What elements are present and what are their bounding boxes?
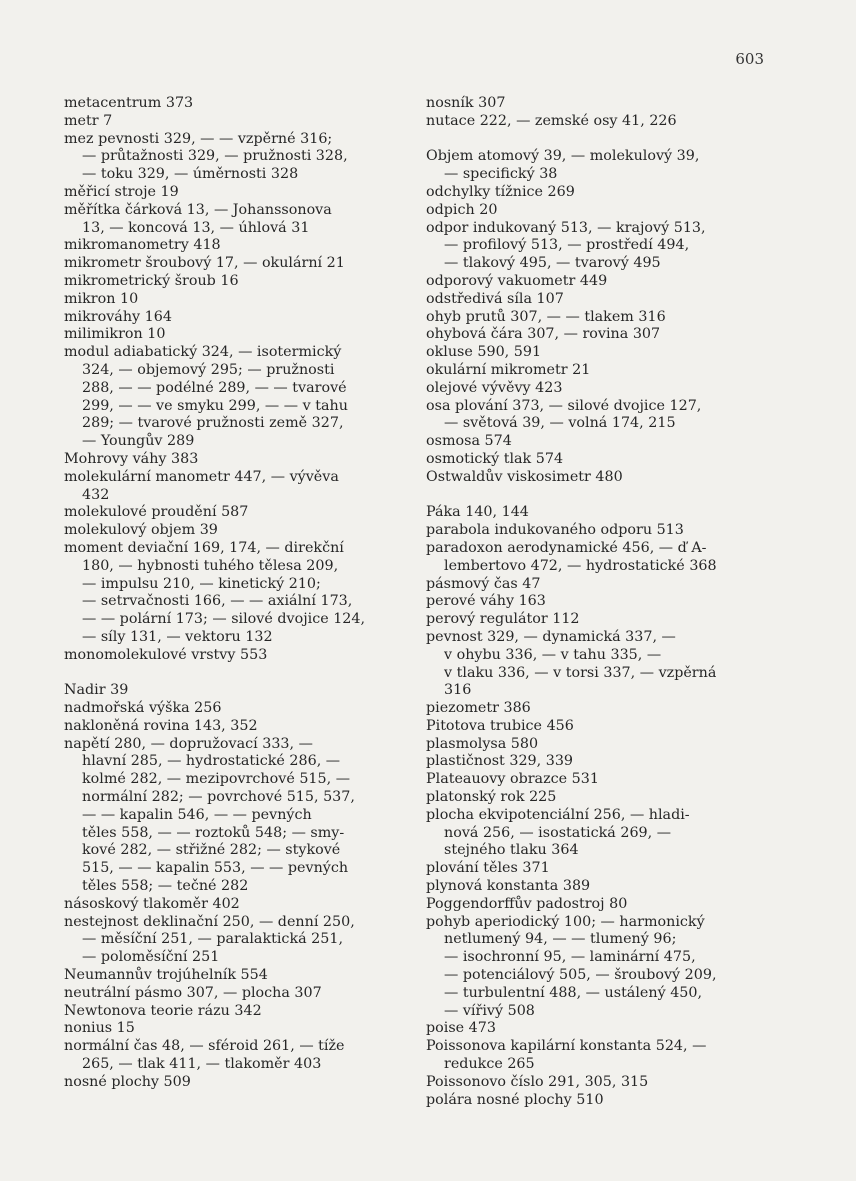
index-entry: [426, 469, 771, 487]
index-entry: [64, 95, 410, 113]
index-entry: [426, 380, 771, 398]
index-entry-headword-line: nakloněná rovina 143, 352: [64, 717, 258, 734]
index-entry: [426, 362, 771, 380]
index-entry: [426, 540, 771, 576]
index-entry: [426, 771, 771, 789]
index-entry-headword-line: okluse 590, 591: [426, 344, 542, 361]
index-entry-headword-line: ohyb prutů 307, — — tlakem 316: [426, 308, 666, 325]
index-entry-continuation-line: 432: [82, 486, 110, 503]
index-entry-headword-line: platonský rok 225: [426, 789, 557, 806]
index-entry-headword-line: nosník 307: [426, 95, 506, 111]
index-entry: [64, 184, 410, 202]
index-entry-headword-line: odpich 20: [426, 201, 498, 218]
index-entry-continuation-line: kolmé 282, — mezipovrchové 515, —: [82, 771, 350, 788]
index-entry-continuation-line: — potenciálový 505, — šroubový 209,: [444, 967, 717, 984]
index-entry: [426, 184, 771, 202]
index-entry: [64, 1038, 410, 1074]
index-entry-headword-line: napětí 280, — dopružovací 333, —: [64, 735, 313, 752]
index-entry: [426, 273, 771, 291]
index-entry-headword-line: perový regulátor 112: [426, 611, 580, 628]
index-entry-continuation-line: — setrvačnosti 166, — — axiální 173,: [82, 593, 353, 610]
index-entry-continuation-line: 324, — objemový 295; — pružnosti: [82, 361, 335, 378]
index-entry-headword-line: měřítka čárková 13, — Johanssonova: [64, 201, 332, 218]
index-entry-continuation-line: — světová 39, — volná 174, 215: [444, 415, 676, 432]
index-entry: [426, 433, 771, 451]
index-entry-continuation-line: těles 558; — tečné 282: [82, 878, 249, 895]
index-entry-headword-line: moment deviační 169, 174, — direkční: [64, 539, 344, 556]
index-entry-headword-line: milimikron 10: [64, 326, 166, 343]
index-entry-headword-line: odstředivá síla 107: [426, 290, 564, 307]
index-entry-headword-line: Mohrovy váhy 383: [64, 450, 199, 467]
index-entry-headword-line: plasmolysa 580: [426, 735, 539, 752]
section-gap: [64, 665, 410, 683]
index-entry-continuation-line: — síly 131, — vektoru 132: [82, 628, 273, 645]
index-entry: [64, 202, 410, 238]
index-entry: [426, 807, 771, 860]
index-entry-headword-line: Poissonovo číslo 291, 305, 315: [426, 1073, 649, 1090]
index-entry-continuation-line: — Youngův 289: [82, 433, 195, 450]
index-entry-headword-line: Newtonova teorie rázu 342: [64, 1002, 262, 1019]
index-entry: [64, 1020, 410, 1038]
index-entry: [64, 985, 410, 1003]
index-entry-headword-line: osmosa 574: [426, 433, 512, 450]
index-entry: [426, 344, 771, 362]
index-entry-headword-line: měřicí stroje 19: [64, 183, 179, 200]
index-entry: [64, 131, 410, 184]
index-entry-headword-line: poise 473: [426, 1020, 496, 1037]
index-entry-headword-line: plocha ekvipotenciální 256, — hladi-: [426, 806, 690, 823]
index-entry-continuation-line: — průtažnosti 329, — pružnosti 328,: [82, 148, 348, 165]
index-entry: [426, 95, 771, 113]
index-entry: [64, 1074, 410, 1092]
index-entry: [64, 113, 410, 131]
index-entry: [64, 1003, 410, 1021]
index-entry-continuation-line: — poloměsíční 251: [82, 949, 220, 966]
index-entry-headword-line: nosné plochy 509: [64, 1073, 191, 1090]
index-entry-continuation-line: hlavní 285, — hydrostatické 286, —: [82, 753, 341, 770]
index-entry-headword-line: mikron 10: [64, 290, 139, 307]
index-entry: [426, 451, 771, 469]
index-entry: [64, 273, 410, 291]
index-entry-headword-line: molekulový objem 39: [64, 522, 218, 539]
index-entry: [426, 291, 771, 309]
section-gap: [426, 131, 771, 149]
index-entry-headword-line: Pitotova trubice 456: [426, 717, 574, 734]
index-entry: [64, 326, 410, 344]
index-entry: [64, 451, 410, 469]
index-entry-headword-line: Neumannův trojúhelník 554: [64, 967, 268, 984]
index-entry-headword-line: plování těles 371: [426, 860, 550, 877]
index-entry: [426, 593, 771, 611]
index-entry-headword-line: normální čas 48, — sféroid 261, — tíže: [64, 1038, 345, 1055]
index-entry: [64, 522, 410, 540]
index-entry-headword-line: paradoxon aerodynamické 456, — ď A-: [426, 539, 707, 556]
index-entry-headword-line: piezometr 386: [426, 700, 531, 717]
index-entry-headword-line: olejové vývěvy 423: [426, 379, 563, 396]
index-entry: [426, 736, 771, 754]
index-entry: [426, 309, 771, 327]
index-entry: [426, 878, 771, 896]
index-entry: [64, 718, 410, 736]
index-entry: [426, 753, 771, 771]
index-entry: [64, 309, 410, 327]
index-entry-continuation-line: 265, — tlak 411, — tlakoměr 403: [82, 1056, 322, 1073]
index-entry-headword-line: perové váhy 163: [426, 593, 546, 610]
index-entry-continuation-line: 288, — — podélné 289, — — tvarové: [82, 379, 347, 396]
index-entry-continuation-line: lembertovo 472, — hydrostatické 368: [444, 557, 717, 574]
index-entry-headword-line: Poggendorffův padostroj 80: [426, 895, 628, 912]
index-entry: [64, 967, 410, 985]
index-entry-headword-line: odporový vakuometr 449: [426, 272, 608, 289]
index-entry: [426, 202, 771, 220]
index-entry: [426, 1020, 771, 1038]
index-entry-headword-line: násoskový tlakoměr 402: [64, 895, 240, 912]
index-entry: [64, 469, 410, 505]
index-entry-headword-line: polára nosné plochy 510: [426, 1091, 604, 1108]
index-entry-headword-line: Plateauovy obrazce 531: [426, 771, 599, 788]
index-entry-headword-line: Poissonova kapilární konstanta 524, —: [426, 1038, 707, 1055]
index-entry: [426, 789, 771, 807]
index-entry-headword-line: pohyb aperiodický 100; — harmonický: [426, 913, 705, 930]
index-entry-continuation-line: těles 558, — — roztoků 548; — smy-: [82, 824, 345, 841]
index-entry: [64, 682, 410, 700]
index-entry-continuation-line: 515, — — kapalin 553, — — pevných: [82, 860, 349, 877]
index-entry-headword-line: mikrováhy 164: [64, 308, 172, 325]
index-entry-headword-line: monomolekulové vrstvy 553: [64, 646, 268, 663]
index-entry: [426, 113, 771, 131]
index-entry: [426, 1074, 771, 1092]
index-entry-headword-line: mikrometr šroubový 17, — okulární 21: [64, 255, 345, 272]
index-entry-headword-line: mez pevnosti 329, — — vzpěrné 316;: [64, 130, 333, 147]
index-entry-continuation-line: normální 282; — povrchové 515, 537,: [82, 789, 355, 806]
index-entry-continuation-line: — — polární 173; — silové dvojice 124,: [82, 611, 366, 628]
index-entry-headword-line: plynová konstanta 389: [426, 878, 591, 895]
index-entry-headword-line: metr 7: [64, 112, 113, 129]
index-entry: [64, 344, 410, 451]
index-entry-headword-line: odchylky tížnice 269: [426, 183, 575, 200]
index-entry: [426, 220, 771, 273]
index-entry: [426, 398, 771, 434]
index-entry-headword-line: osmotický tlak 574: [426, 450, 564, 467]
index-entry: [426, 1038, 771, 1074]
index-entry-continuation-line: — turbulentní 488, — ustálený 450,: [444, 984, 703, 1001]
index-entry-continuation-line: 316: [444, 682, 472, 699]
index-entry: [426, 1092, 771, 1110]
index-entry-continuation-line: kové 282, — střižné 282; — stykové: [82, 842, 341, 859]
index-entry-headword-line: Páka 140, 144: [426, 504, 529, 521]
section-gap: [426, 487, 771, 505]
index-entry: [426, 522, 771, 540]
index-entry: [426, 860, 771, 878]
index-entry-continuation-line: — měsíční 251, — paralaktická 251,: [82, 931, 344, 948]
index-entry: [64, 914, 410, 967]
index-entry-headword-line: osa plování 373, — silové dvojice 127,: [426, 397, 702, 414]
index-entry-continuation-line: — specifický 38: [444, 166, 558, 183]
index-entry-continuation-line: 299, — — ve smyku 299, — — v tahu: [82, 397, 348, 414]
index-entry-headword-line: metacentrum 373: [64, 95, 194, 111]
index-entry-headword-line: Ostwaldův viskosimetr 480: [426, 468, 623, 485]
index-entry: [64, 540, 410, 647]
index-entry: [426, 629, 771, 700]
index-entry: [426, 611, 771, 629]
index-entry-continuation-line: — vířivý 508: [444, 1002, 535, 1019]
index-entry: [426, 896, 771, 914]
index-entry-headword-line: neutrální pásmo 307, — plocha 307: [64, 984, 322, 1001]
index-entry: [64, 237, 410, 255]
index-entry-continuation-line: netlumený 94, — — tlumený 96;: [444, 931, 677, 948]
index-entry-headword-line: modul adiabatický 324, — isotermický: [64, 344, 342, 361]
index-entry-headword-line: pevnost 329, — dynamická 337, —: [426, 628, 676, 645]
index-entry-continuation-line: — tlakový 495, — tvarový 495: [444, 255, 661, 272]
index-entry: [64, 896, 410, 914]
index-entry: [64, 291, 410, 309]
index-entry-headword-line: mikrometrický šroub 16: [64, 272, 239, 289]
index-entry: [426, 576, 771, 594]
index-entry: [64, 700, 410, 718]
index-entry-continuation-line: — isochronní 95, — laminární 475,: [444, 949, 696, 966]
index-column-right: [426, 95, 771, 1109]
index-entry-headword-line: nutace 222, — zemské osy 41, 226: [426, 112, 677, 129]
index-entry-continuation-line: stejného tlaku 364: [444, 842, 579, 859]
index-entry-continuation-line: — toku 329, — úměrnosti 328: [82, 166, 299, 183]
index-entry: [64, 736, 410, 896]
index-entry: [64, 504, 410, 522]
index-entry: [426, 504, 771, 522]
index-entry: [64, 255, 410, 273]
index-entry-headword-line: nestejnost deklinační 250, — denní 250,: [64, 913, 355, 930]
index-entry-headword-line: ohybová čára 307, — rovina 307: [426, 326, 661, 343]
index-entry-continuation-line: nová 256, — isostatická 269, —: [444, 824, 672, 841]
index-entry-headword-line: pásmový čas 47: [426, 575, 541, 592]
index-entry-continuation-line: — — kapalin 546, — — pevných: [82, 806, 312, 823]
page-number: 603: [735, 50, 764, 68]
index-entry-headword-line: molekulární manometr 447, — vývěva: [64, 468, 339, 485]
index-entry-headword-line: okulární mikrometr 21: [426, 361, 591, 378]
index-entry-headword-line: Objem atomový 39, — molekulový 39,: [426, 148, 700, 165]
index-entry-continuation-line: — profilový 513, — prostředí 494,: [444, 237, 690, 254]
index-entry-continuation-line: v tlaku 336, — v torsi 337, — vzpěrná: [444, 664, 717, 681]
index-entry-headword-line: plastičnost 329, 339: [426, 753, 574, 770]
index-column-left: [64, 95, 410, 1092]
index-entry-headword-line: nonius 15: [64, 1020, 135, 1037]
index-entry: [426, 326, 771, 344]
index-entry-headword-line: nadmořská výška 256: [64, 700, 222, 717]
index-entry: [426, 914, 771, 1021]
index-entry-continuation-line: v ohybu 336, — v tahu 335, —: [444, 646, 662, 663]
index-entry-headword-line: parabola indukovaného odporu 513: [426, 522, 684, 539]
index-entry-headword-line: odpor indukovaný 513, — krajový 513,: [426, 219, 706, 236]
index-entry: [64, 647, 410, 665]
index-entry-continuation-line: redukce 265: [444, 1056, 535, 1073]
index-entry-continuation-line: 180, — hybnosti tuhého tělesa 209,: [82, 557, 339, 574]
index-entry: [426, 718, 771, 736]
index-entry-continuation-line: 13, — koncová 13, — úhlová 31: [82, 219, 310, 236]
index-entry-continuation-line: 289; — tvarové pružnosti země 327,: [82, 415, 344, 432]
index-entry-continuation-line: — impulsu 210, — kinetický 210;: [82, 575, 321, 592]
index-entry-headword-line: Nadir 39: [64, 682, 129, 699]
index-entry: [426, 148, 771, 184]
index-entry-headword-line: mikromanometry 418: [64, 237, 221, 254]
index-entry: [426, 700, 771, 718]
index-entry-headword-line: molekulové proudění 587: [64, 504, 249, 521]
